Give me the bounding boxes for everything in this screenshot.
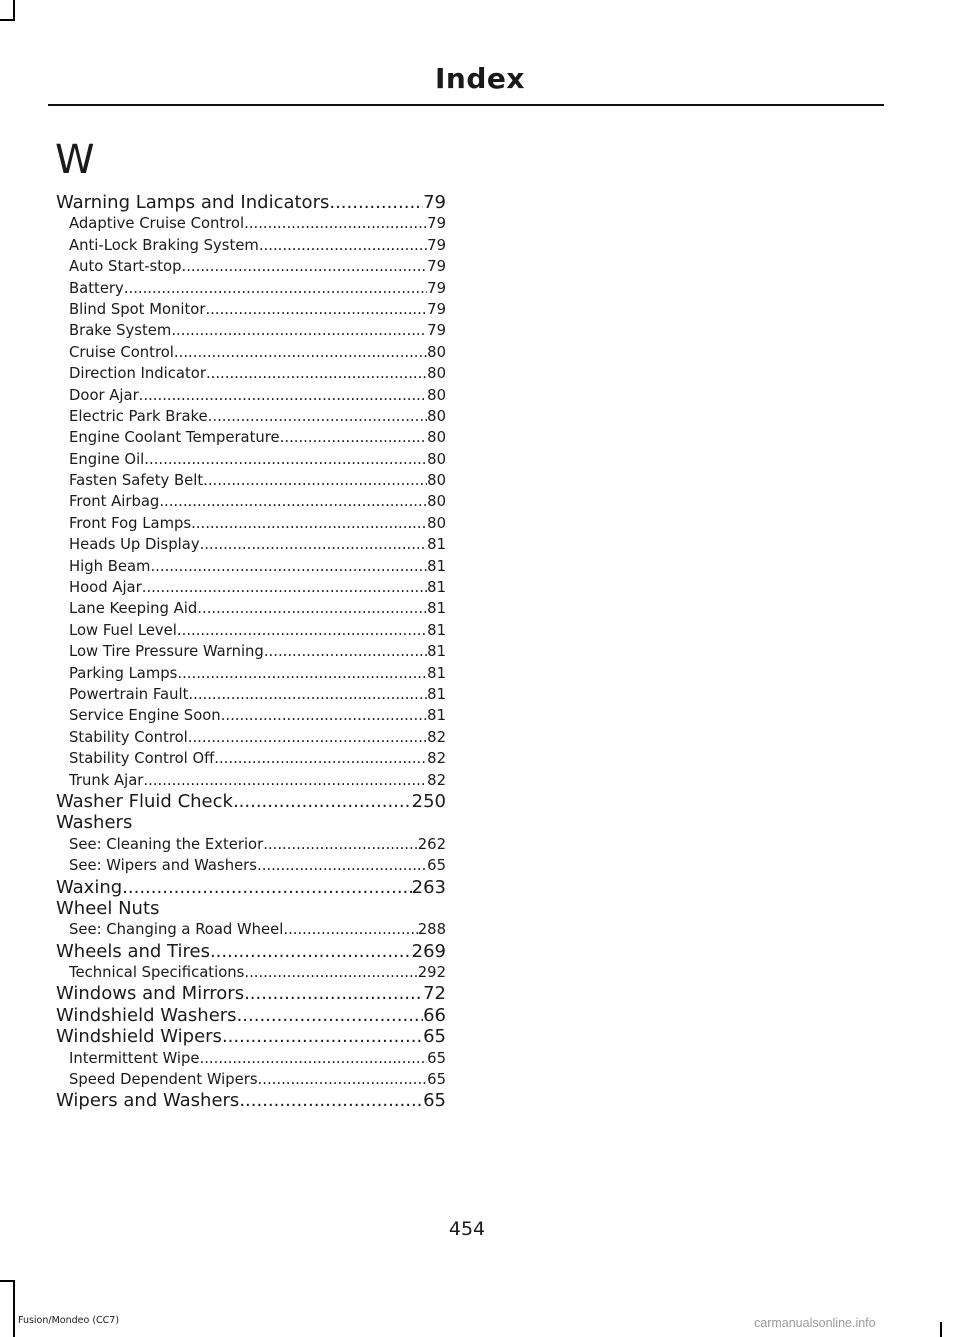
- entry-label: Heads Up Display: [69, 536, 200, 554]
- entry-label: Hood Ajar: [69, 579, 142, 597]
- dot-leader: [177, 620, 427, 641]
- dot-leader: [329, 192, 423, 213]
- entry-label: See: Cleaning the Exterior: [69, 835, 264, 853]
- entry-page-number: 82: [427, 771, 446, 789]
- entry-label: Washers: [56, 812, 133, 834]
- entry-page-number: 79: [427, 236, 446, 254]
- dot-leader: [150, 556, 427, 577]
- dot-leader: [239, 1090, 423, 1111]
- dot-leader: [159, 491, 427, 512]
- index-subentry[interactable]: [56, 534, 446, 555]
- dot-leader: [124, 278, 427, 299]
- index-subentry[interactable]: [56, 727, 446, 748]
- entry-label: Low Fuel Level: [69, 621, 177, 639]
- index-subentry[interactable]: [56, 406, 446, 427]
- entry-label: High Beam: [69, 557, 151, 575]
- dot-leader: [200, 534, 428, 555]
- index-subentry[interactable]: [56, 1069, 446, 1090]
- dot-leader: [210, 941, 412, 962]
- dot-leader: [222, 1026, 423, 1047]
- index-subentry[interactable]: [56, 577, 446, 598]
- footer-model-label: Fusion/Mondeo (CC7): [18, 1315, 120, 1326]
- entry-page-number: 65: [423, 1090, 446, 1112]
- entry-label: Stability Control Off: [69, 750, 215, 768]
- entry-label: Trunk Ajar: [69, 771, 144, 789]
- crop-mark-bottom-left-h: [0, 1280, 15, 1282]
- dot-leader: [139, 385, 427, 406]
- dot-leader: [191, 513, 427, 534]
- index-subentry[interactable]: [56, 770, 446, 791]
- entry-label: Lane Keeping Aid: [69, 600, 198, 618]
- dot-leader: [237, 1005, 424, 1026]
- entry-page-number: 79: [423, 192, 446, 213]
- dot-leader: [142, 577, 427, 598]
- dot-leader: [171, 320, 427, 341]
- index-subentry[interactable]: [56, 684, 446, 705]
- entry-label: Warning Lamps and Indicators: [56, 192, 330, 213]
- entry-page-number: 80: [427, 514, 446, 532]
- index-entry[interactable]: [56, 812, 446, 833]
- crop-mark-top-left-v: [13, 0, 15, 20]
- entry-page-number: 79: [427, 279, 446, 297]
- entry-label: See: Changing a Road Wheel: [69, 921, 284, 939]
- entry-label: Wheels and Tires: [56, 940, 210, 962]
- entry-label: Parking Lamps: [69, 664, 178, 682]
- entry-label: Direction Indicator: [69, 365, 206, 383]
- index-subentry[interactable]: [56, 962, 446, 983]
- index-subentry[interactable]: [56, 919, 446, 940]
- page-number: 454: [448, 1218, 486, 1240]
- entry-label: Waxing: [56, 876, 123, 898]
- entry-page-number: 65: [423, 1026, 446, 1048]
- index-subentry[interactable]: [56, 598, 446, 619]
- index-subentry[interactable]: [56, 299, 446, 320]
- entry-page-number: 80: [427, 429, 446, 447]
- index-subentry[interactable]: [56, 385, 446, 406]
- dot-leader: [203, 470, 427, 491]
- entry-page-number: 80: [427, 493, 446, 511]
- index-subentry[interactable]: [56, 1048, 446, 1069]
- index-subentry[interactable]: [56, 363, 446, 384]
- dot-leader: [244, 213, 427, 234]
- entry-page-number: 81: [427, 643, 446, 661]
- entry-page-number: 80: [427, 472, 446, 490]
- entry-page-number: 80: [427, 407, 446, 425]
- entry-label: Powertrain Fault: [69, 685, 189, 703]
- index-entry[interactable]: [56, 941, 446, 962]
- entry-page-number: 269: [411, 940, 446, 962]
- entry-label: Front Airbag: [69, 493, 160, 511]
- crop-mark-bottom-left-v: [13, 1280, 15, 1337]
- entry-page-number: 81: [427, 707, 446, 725]
- index-subentry[interactable]: [56, 278, 446, 299]
- index-subentry[interactable]: [56, 663, 446, 684]
- entry-page-number: 250: [411, 790, 446, 812]
- index-entry[interactable]: [56, 1090, 446, 1111]
- index-entry[interactable]: [56, 983, 446, 1004]
- entry-page-number: 79: [427, 258, 446, 276]
- entry-label: Adaptive Cruise Control: [69, 215, 245, 233]
- entry-label: Battery: [69, 279, 124, 297]
- index-entry[interactable]: [56, 192, 446, 213]
- entry-page-number: 79: [427, 322, 446, 340]
- index-entry[interactable]: [56, 791, 446, 812]
- entry-label: Intermittent Wipe: [69, 1049, 200, 1067]
- dot-leader: [257, 855, 427, 876]
- dot-leader: [188, 727, 427, 748]
- dot-leader: [182, 256, 428, 277]
- entry-page-number: 65: [427, 857, 446, 875]
- entry-label: Washer Fluid Check: [56, 790, 233, 812]
- entry-page-number: 72: [423, 983, 446, 1005]
- dot-leader: [244, 962, 417, 983]
- dot-leader: [197, 598, 427, 619]
- entry-label: Blind Spot Monitor: [69, 300, 206, 318]
- index-entry[interactable]: [56, 877, 446, 898]
- crop-mark-top-left-h: [0, 19, 15, 21]
- entry-page-number: 81: [427, 600, 446, 618]
- entry-label: See: Wipers and Washers: [69, 857, 257, 875]
- entry-label: Engine Oil: [69, 450, 145, 468]
- entry-page-number: 81: [427, 685, 446, 703]
- index-subentry[interactable]: [56, 620, 446, 641]
- entry-label: Windows and Mirrors: [56, 983, 245, 1005]
- dot-leader: [244, 983, 423, 1004]
- entry-page-number: 80: [427, 365, 446, 383]
- section-letter: W: [55, 137, 95, 183]
- dot-leader: [200, 1048, 428, 1069]
- entry-label: Technical Specifications: [69, 964, 245, 982]
- index-subentry[interactable]: [56, 641, 446, 662]
- dot-leader: [233, 791, 412, 812]
- index-subentry[interactable]: [56, 556, 446, 577]
- dot-leader: [205, 299, 427, 320]
- dot-leader: [258, 1069, 428, 1090]
- entry-label: Low Tire Pressure Warning: [69, 643, 264, 661]
- entry-page-number: 80: [427, 343, 446, 361]
- index-subentry[interactable]: [56, 256, 446, 277]
- index-entry[interactable]: [56, 898, 446, 919]
- entry-label: Brake System: [69, 322, 172, 340]
- entry-page-number: 79: [427, 215, 446, 233]
- dot-leader: [283, 919, 417, 940]
- entry-label: Engine Coolant Temperature: [69, 429, 280, 447]
- index-subentry[interactable]: [56, 834, 446, 855]
- dot-leader: [122, 877, 411, 898]
- entry-page-number: 292: [417, 964, 446, 982]
- dot-leader: [221, 705, 427, 726]
- index-entry[interactable]: [56, 1026, 446, 1047]
- entry-page-number: 81: [427, 557, 446, 575]
- index-entry-list: [56, 192, 446, 1112]
- entry-label: Speed Dependent Wipers: [69, 1071, 258, 1089]
- index-subentry[interactable]: [56, 427, 446, 448]
- entry-page-number: 65: [427, 1071, 446, 1089]
- dot-leader: [174, 342, 427, 363]
- entry-page-number: 81: [427, 621, 446, 639]
- entry-page-number: 81: [427, 536, 446, 554]
- dot-leader: [188, 684, 427, 705]
- index-subentry[interactable]: [56, 491, 446, 512]
- index-subentry[interactable]: [56, 748, 446, 769]
- index-subentry[interactable]: [56, 470, 446, 491]
- entry-page-number: 263: [411, 876, 446, 898]
- entry-label: Front Fog Lamps: [69, 514, 192, 532]
- dot-leader: [177, 663, 427, 684]
- entry-label: Service Engine Soon: [69, 707, 221, 725]
- entry-page-number: 81: [427, 664, 446, 682]
- dot-leader: [143, 770, 427, 791]
- crop-mark-bottom-right-v: [940, 1322, 942, 1337]
- dot-leader: [208, 406, 427, 427]
- index-subentry[interactable]: [56, 320, 446, 341]
- watermark: carmanualsonline.info: [754, 1316, 876, 1330]
- entry-label: Door Ajar: [69, 386, 139, 404]
- dot-leader: [206, 363, 427, 384]
- entry-label: Windshield Wipers: [56, 1026, 222, 1048]
- index-subentry[interactable]: [56, 513, 446, 534]
- entry-label: Wheel Nuts: [56, 897, 160, 919]
- index-subentry[interactable]: [56, 342, 446, 363]
- entry-page-number: 288: [417, 921, 446, 939]
- index-entry[interactable]: [56, 1005, 446, 1026]
- entry-page-number: 81: [427, 579, 446, 597]
- dot-leader: [280, 427, 428, 448]
- entry-label: Cruise Control: [69, 343, 174, 361]
- header-divider: [48, 104, 884, 106]
- entry-label: Electric Park Brake: [69, 407, 208, 425]
- entry-page-number: 65: [427, 1049, 446, 1067]
- entry-page-number: 80: [427, 386, 446, 404]
- entry-label: Fasten Safety Belt: [69, 472, 204, 490]
- entry-page-number: 80: [427, 450, 446, 468]
- index-subentry[interactable]: [56, 213, 446, 234]
- dot-leader: [263, 834, 418, 855]
- entry-page-number: 82: [427, 728, 446, 746]
- entry-label: Windshield Washers: [56, 1004, 237, 1026]
- index-subentry[interactable]: [56, 449, 446, 470]
- entry-page-number: 79: [427, 300, 446, 318]
- entry-page-number: 66: [423, 1004, 446, 1026]
- dot-leader: [214, 748, 427, 769]
- entry-label: Wipers and Washers: [56, 1090, 240, 1112]
- dot-leader: [144, 449, 427, 470]
- dot-leader: [264, 641, 427, 662]
- index-subentry[interactable]: [56, 705, 446, 726]
- index-subentry[interactable]: [56, 855, 446, 876]
- index-subentry[interactable]: [56, 235, 446, 256]
- entry-page-number: 82: [427, 750, 446, 768]
- entry-label: Auto Start-stop: [69, 258, 182, 276]
- entry-page-number: 262: [417, 835, 446, 853]
- page-title: Index: [435, 62, 525, 95]
- entry-label: Anti-Lock Braking System: [69, 236, 259, 254]
- entry-label: Stability Control: [69, 728, 188, 746]
- dot-leader: [259, 235, 427, 256]
